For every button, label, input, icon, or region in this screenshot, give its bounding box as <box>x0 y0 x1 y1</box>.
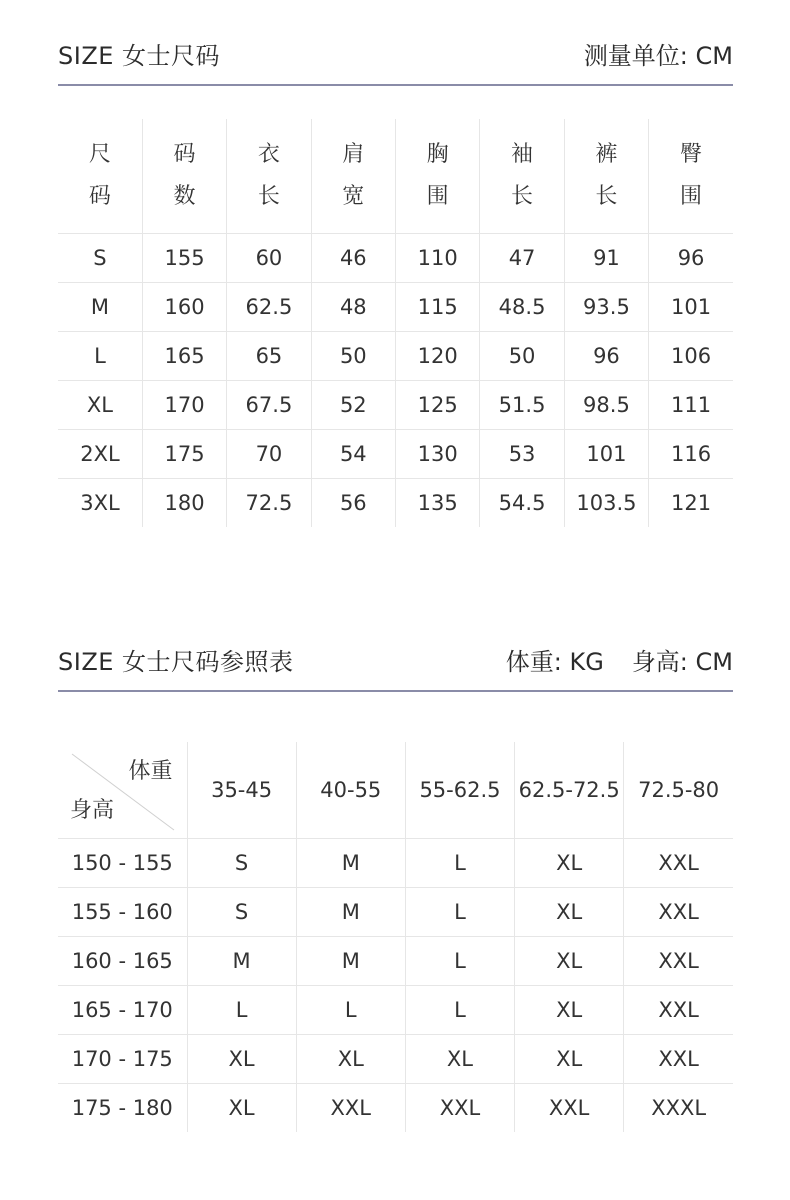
size-header-cell <box>564 119 648 234</box>
measurement-cell: 51.5 <box>480 381 564 430</box>
weight-unit-label: 体重: KG <box>505 648 604 676</box>
size-header-cell <box>649 119 733 234</box>
size-header-char: 衣 <box>257 142 280 167</box>
measurement-cell: 53 <box>480 430 564 479</box>
recommended-size-cell: M <box>187 937 296 986</box>
recommended-size-cell: XXL <box>624 1035 733 1084</box>
measurement-cell: 101 <box>564 430 648 479</box>
recommended-size-cell: L <box>405 986 514 1035</box>
measurement-cell: 115 <box>396 283 480 332</box>
size-label-cell: XL <box>58 381 142 430</box>
recommended-size-cell: XXL <box>624 986 733 1035</box>
recommended-size-cell: XXL <box>405 1084 514 1133</box>
measurement-cell: 155 <box>142 234 226 283</box>
recommended-size-cell: XL <box>405 1035 514 1084</box>
recommended-size-cell: S <box>187 888 296 937</box>
measurement-cell: 60 <box>227 234 311 283</box>
size-label-cell: M <box>58 283 142 332</box>
reference-table-body <box>58 839 733 1133</box>
measurement-cell: 65 <box>227 332 311 381</box>
corner-weight-label: 体重 <box>128 759 173 784</box>
recommended-size-cell: L <box>405 839 514 888</box>
measurement-cell: 50 <box>311 332 395 381</box>
measurement-cell: 50 <box>480 332 564 381</box>
size-header-char: 裤 <box>595 142 618 167</box>
recommended-size-cell: XXL <box>624 888 733 937</box>
measurement-cell: 96 <box>564 332 648 381</box>
size-table-unit <box>584 36 733 71</box>
recommended-size-cell: L <box>405 888 514 937</box>
measurement-cell: 103.5 <box>564 479 648 528</box>
measurement-cell: 165 <box>142 332 226 381</box>
size-table <box>58 119 733 527</box>
corner-height-label: 身高 <box>70 798 115 823</box>
measurement-cell: 72.5 <box>227 479 311 528</box>
size-header-char: 宽 <box>342 184 365 209</box>
size-header-cell <box>58 119 142 234</box>
recommended-size-cell: L <box>296 986 405 1035</box>
table-row <box>58 1035 733 1084</box>
recommended-size-cell: XL <box>515 888 624 937</box>
weight-range-header: 40-55 <box>296 742 405 839</box>
height-range-cell: 170 - 175 <box>58 1035 187 1084</box>
size-header-char: 肩 <box>342 142 365 167</box>
recommended-size-cell: XL <box>515 839 624 888</box>
table-row <box>58 839 733 888</box>
weight-range-header: 72.5-80 <box>624 742 733 839</box>
recommended-size-cell: XXL <box>624 937 733 986</box>
measurement-cell: 110 <box>396 234 480 283</box>
measurement-cell: 67.5 <box>227 381 311 430</box>
height-range-cell: 150 - 155 <box>58 839 187 888</box>
measurement-cell: 121 <box>649 479 733 528</box>
measurement-cell: 106 <box>649 332 733 381</box>
recommended-size-cell: L <box>405 937 514 986</box>
measurement-cell: 48.5 <box>480 283 564 332</box>
measurement-cell: 160 <box>142 283 226 332</box>
reference-table <box>58 742 733 1132</box>
recommended-size-cell: XL <box>296 1035 405 1084</box>
measurement-cell: 56 <box>311 479 395 528</box>
weight-range-header: 35-45 <box>187 742 296 839</box>
table-row <box>58 479 733 528</box>
size-table-header-row <box>58 119 733 234</box>
measurement-cell: 54 <box>311 430 395 479</box>
size-header-cell <box>396 119 480 234</box>
measurement-cell: 170 <box>142 381 226 430</box>
size-section-header <box>58 40 733 86</box>
recommended-size-cell: XXL <box>296 1084 405 1133</box>
height-range-cell: 160 - 165 <box>58 937 187 986</box>
recommended-size-cell: XL <box>515 937 624 986</box>
size-header-char: 围 <box>426 184 449 209</box>
recommended-size-cell: XL <box>187 1035 296 1084</box>
measurement-cell: 48 <box>311 283 395 332</box>
size-table-body <box>58 234 733 528</box>
size-header-char: 数 <box>173 184 196 209</box>
size-header-char: 长 <box>595 184 618 209</box>
recommended-size-cell: M <box>296 888 405 937</box>
size-header-char: 长 <box>257 184 280 209</box>
size-section <box>58 40 733 527</box>
height-range-cell: 165 - 170 <box>58 986 187 1035</box>
size-label-cell: 3XL <box>80 491 120 515</box>
measurement-cell: 47 <box>480 234 564 283</box>
measurement-cell: 175 <box>142 430 226 479</box>
table-row <box>58 332 733 381</box>
measurement-cell: 130 <box>396 430 480 479</box>
table-row <box>58 937 733 986</box>
height-range-cell: 155 - 160 <box>58 888 187 937</box>
recommended-size-cell: XL <box>187 1084 296 1133</box>
measurement-cell: 46 <box>311 234 395 283</box>
weight-range-header: 55-62.5 <box>405 742 514 839</box>
reference-table-header-row <box>58 742 733 839</box>
measurement-cell: 101 <box>649 283 733 332</box>
measurement-cell: 120 <box>396 332 480 381</box>
size-header-char: 尺 <box>88 142 111 167</box>
recommended-size-cell: S <box>187 839 296 888</box>
measurement-cell: 54.5 <box>480 479 564 528</box>
table-row <box>58 430 733 479</box>
measurement-cell: 70 <box>227 430 311 479</box>
recommended-size-cell: L <box>187 986 296 1035</box>
size-header-char: 码 <box>88 184 111 209</box>
size-label-cell: 2XL <box>58 430 142 479</box>
measure-unit-label: 测量单位: CM <box>583 42 733 70</box>
measurement-cell: 96 <box>649 234 733 283</box>
recommended-size-cell: M <box>296 937 405 986</box>
measurement-cell: 135 <box>396 479 480 528</box>
size-header-cell <box>480 119 564 234</box>
size-header-cell <box>227 119 311 234</box>
table-row <box>58 986 733 1035</box>
reference-section-header <box>58 646 733 692</box>
measurement-cell: 91 <box>564 234 648 283</box>
size-header-char: 胸 <box>426 142 449 167</box>
measurement-cell: 111 <box>649 381 733 430</box>
height-range-cell: 175 - 180 <box>71 1096 173 1120</box>
table-row <box>58 234 733 283</box>
measurement-cell: 52 <box>311 381 395 430</box>
measurement-cell: 98.5 <box>564 381 648 430</box>
size-header-char: 围 <box>680 184 703 209</box>
reference-table-title: SIZE 女士尺码参照表 <box>58 648 294 676</box>
recommended-size-cell: XL <box>515 986 624 1035</box>
measurement-cell: 180 <box>142 479 226 528</box>
size-header-char: 码 <box>173 142 196 167</box>
table-row <box>58 381 733 430</box>
table-row <box>58 888 733 937</box>
measurement-cell: 125 <box>396 381 480 430</box>
recommended-size-cell: XXL <box>515 1084 624 1133</box>
size-table-title: SIZE 女士尺码 <box>58 42 221 70</box>
size-header-char: 臀 <box>680 142 703 167</box>
height-unit-label: 身高: CM <box>631 648 733 676</box>
reference-table-units <box>506 642 733 677</box>
weight-range-header: 62.5-72.5 <box>515 742 624 839</box>
size-header-char: 长 <box>511 184 534 209</box>
recommended-size-cell: XXXL <box>624 1084 733 1133</box>
corner-header-cell <box>58 742 187 839</box>
size-header-char: 袖 <box>511 142 534 167</box>
measurement-cell: 62.5 <box>227 283 311 332</box>
table-row <box>58 283 733 332</box>
recommended-size-cell: XXL <box>624 839 733 888</box>
recommended-size-cell: M <box>296 839 405 888</box>
reference-section <box>58 646 733 1132</box>
measurement-cell: 116 <box>649 430 733 479</box>
size-label-cell: S <box>58 234 142 283</box>
recommended-size-cell: XL <box>515 1035 624 1084</box>
size-label-cell: L <box>58 332 142 381</box>
table-row <box>58 1084 733 1133</box>
size-header-cell <box>142 119 226 234</box>
size-header-cell <box>311 119 395 234</box>
measurement-cell: 93.5 <box>564 283 648 332</box>
